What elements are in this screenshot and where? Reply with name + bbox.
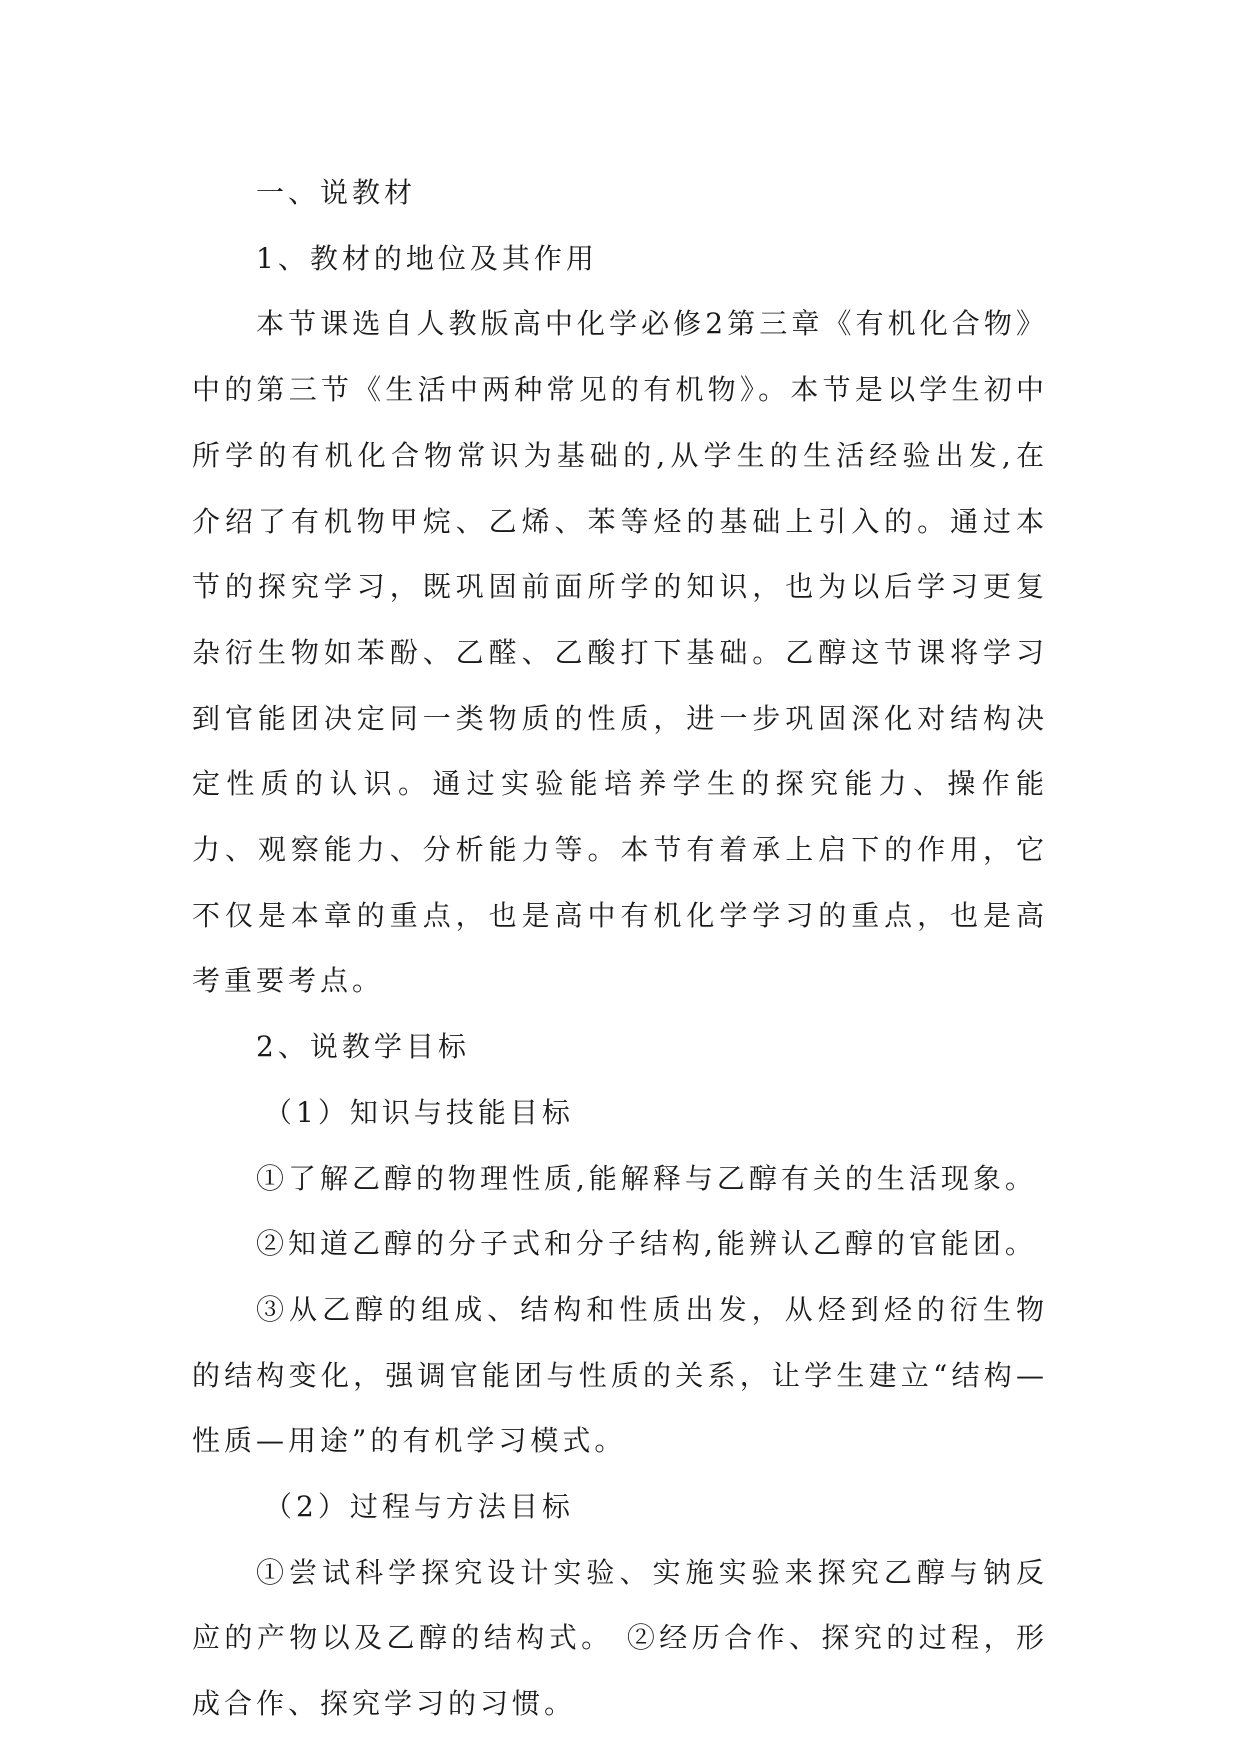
process-methods-text: ①尝试科学探究设计实验、实施实验来探究乙醇与钠反应的产物以及乙醇的结构式。 ②经历合作、探究的过程，形成合作、探究学习的习惯。 (192, 1555, 1048, 1721)
paragraph-textbook-role: 本节课选自人教版高中化学必修2第三章《有机化合物》中的第三节《生活中两种常见的有机物》。本节是以学生初中所学的有机化合物常识为基础的,从学生的生活经验出发,在介绍了有机物甲烷、乙烯、苯等烃的基础上引入的。通过本节的探究学习，既巩固前面所学的知识，也为以后学习更复杂衍生物如苯酚、乙醛、乙酸打下基础。乙醇这节课将学习到官能团决定同一类物质的性质，进一步巩固深化对结构决定性质的认识。通过实验能培养学生的探究能力、操作能力、观察能力、分析能力等。本节有着承上启下的作用，它不仅是本章的重点，也是高中有机化学学习的重点，也是高考重要考点。 (192, 307, 1048, 998)
section-heading: 一、说教材 (256, 176, 417, 209)
objective-item-3: ③从乙醇的组成、结构和性质出发，从烃到烃的衍生物的结构变化，强调官能团与性质的关系，让学生建立“结构—性质—用途”的有机学习模式。 (192, 1292, 1048, 1458)
document-body (192, 160, 1048, 1737)
heading-knowledge-skills: （1）知识与技能目标 (264, 1095, 574, 1129)
heading-process-methods: （2）过程与方法目标 (264, 1490, 574, 1524)
subheading-textbook-role: 1、教材的地位及其作用 (256, 241, 598, 275)
objective-item-1: ①了解乙醇的物理性质,能解释与乙醇有关的生活现象。 (256, 1161, 1037, 1195)
objective-item-2: ②知道乙醇的分子式和分子结构,能辨认乙醇的官能团。 (256, 1227, 1037, 1261)
subheading-teaching-objectives: 2、说教学目标 (256, 1030, 470, 1064)
